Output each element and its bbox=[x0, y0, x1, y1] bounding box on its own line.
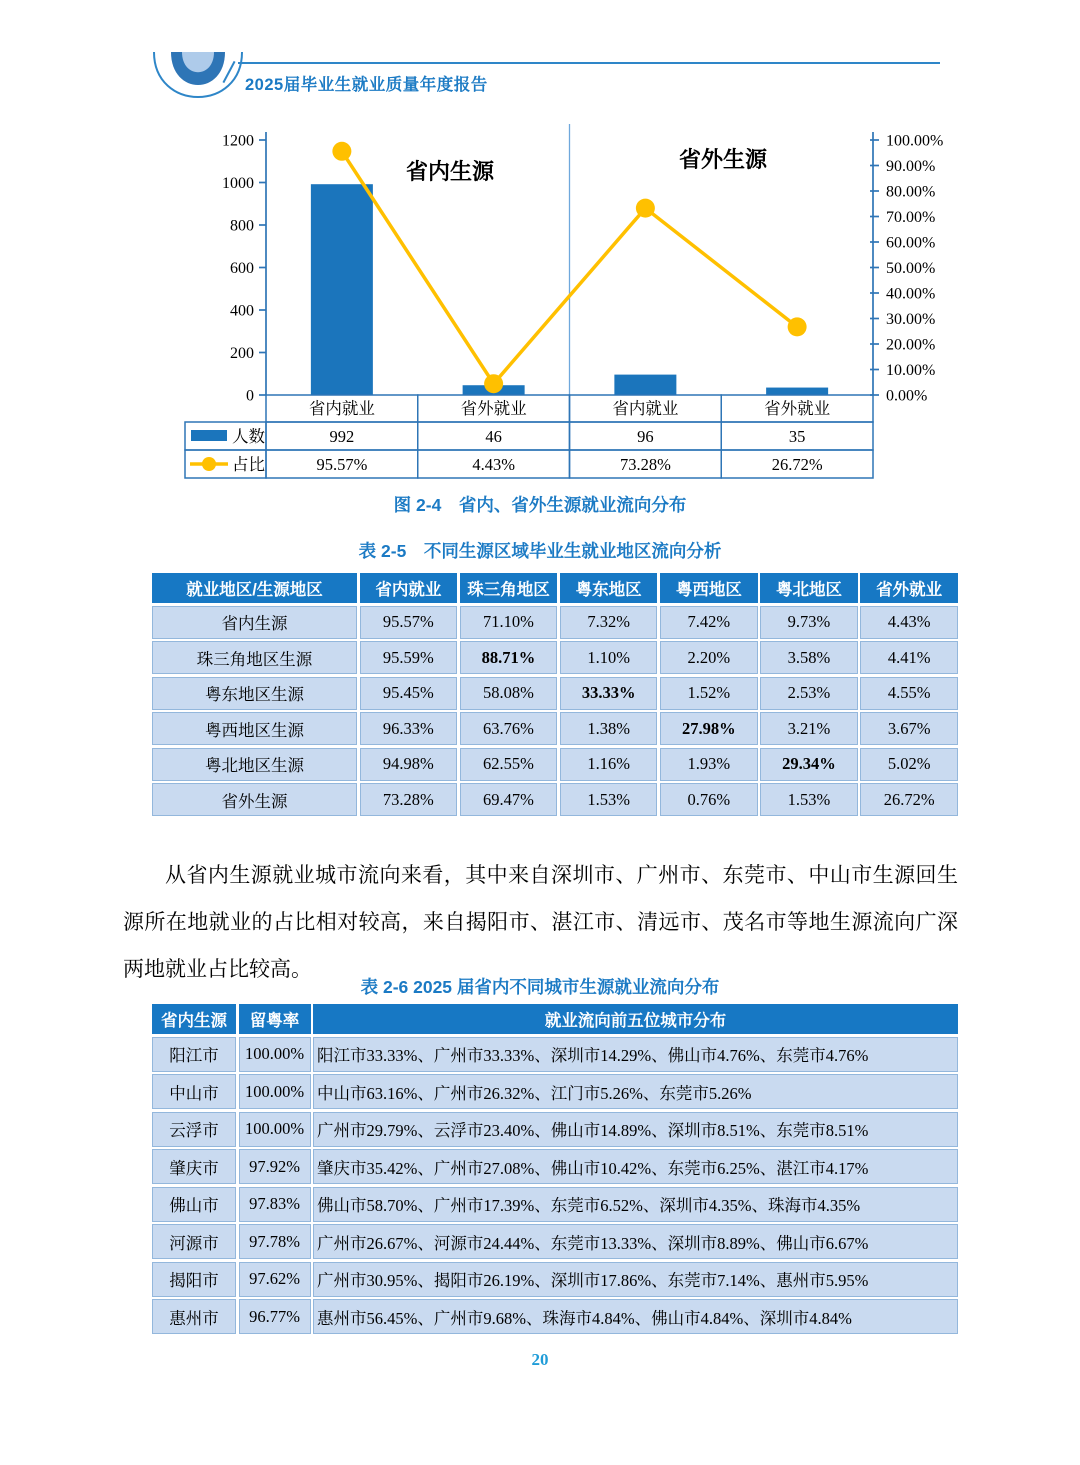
table-2-6-distribution-cell: 肇庆市35.42%、广州市27.08%、佛山市10.42%、东莞市6.25%、湛江市4.17% bbox=[313, 1149, 958, 1184]
table-2-6-distribution-cell: 广州市26.67%、河源市24.44%、东莞市13.33%、深圳市8.89%、佛山市6.67% bbox=[313, 1224, 958, 1259]
line-marker bbox=[332, 142, 351, 161]
table-2-5-cell: 96.33% bbox=[360, 712, 458, 745]
table-2-5-cell: 0.76% bbox=[660, 783, 758, 816]
table-2-5-header-cell: 粤东地区 bbox=[560, 573, 658, 603]
table-2-5-cell: 73.28% bbox=[360, 783, 458, 816]
right-axis-tick-label: 70.00% bbox=[886, 209, 936, 226]
table-2-6-rate-cell: 97.62% bbox=[239, 1262, 311, 1297]
table-2-5-cell: 62.55% bbox=[460, 748, 558, 781]
table-2-5-cell: 69.47% bbox=[460, 783, 558, 816]
table-2-6-distribution-cell: 广州市29.79%、云浮市23.40%、佛山市14.89%、深圳市8.51%、东莞市8.51% bbox=[313, 1112, 958, 1147]
table-2-5-cell: 63.76% bbox=[460, 712, 558, 745]
table-2-5-header-cell: 粤西地区 bbox=[660, 573, 758, 603]
table-2-6-rate-cell: 97.78% bbox=[239, 1224, 311, 1259]
table-2-6-distribution-cell: 佛山市58.70%、广州市17.39%、东莞市6.52%、深圳市4.35%、珠海市4.35% bbox=[313, 1187, 958, 1222]
table-2-5-header-cell: 粤北地区 bbox=[760, 573, 858, 603]
page-number: 20 bbox=[531, 1350, 549, 1369]
table-2-5-row-label: 省内生源 bbox=[152, 606, 357, 639]
bar bbox=[766, 388, 828, 395]
table-2-5-cell: 88.71% bbox=[460, 641, 558, 674]
table-2-5-cell: 27.98% bbox=[660, 712, 758, 745]
table-2-6-city-cell: 佛山市 bbox=[152, 1187, 236, 1222]
table-2-5-cell: 3.67% bbox=[860, 712, 958, 745]
category-label: 省外就业 bbox=[460, 399, 527, 418]
group-title-right: 省外生源 bbox=[678, 147, 768, 172]
table-2-5-cell: 7.32% bbox=[560, 606, 658, 639]
table-2-6-city-cell: 云浮市 bbox=[152, 1112, 236, 1147]
header-rule bbox=[238, 62, 940, 64]
table-2-5-cell: 2.20% bbox=[660, 641, 758, 674]
table-2-6 bbox=[152, 1004, 958, 1334]
table-2-5-cell: 1.53% bbox=[560, 783, 658, 816]
figure-2-4-caption: 图 2-4 省内、省外生源就业流向分布 bbox=[393, 495, 687, 515]
table-2-5 bbox=[152, 573, 958, 816]
table-2-5-cell: 1.10% bbox=[560, 641, 658, 674]
table-2-6-city-cell: 惠州市 bbox=[152, 1299, 236, 1334]
left-axis-tick-label: 1200 bbox=[222, 132, 254, 150]
report-header-title: 2025届毕业生就业质量年度报告 bbox=[245, 76, 488, 94]
ratio-value: 73.28% bbox=[619, 455, 671, 474]
right-axis-tick-label: 30.00% bbox=[886, 311, 936, 328]
school-logo-icon bbox=[150, 46, 246, 114]
right-axis-tick-label: 90.00% bbox=[886, 158, 936, 175]
table-2-5-cell: 33.33% bbox=[560, 677, 658, 710]
table-2-5-cell: 1.38% bbox=[560, 712, 658, 745]
table-2-6-distribution-cell: 惠州市56.45%、广州市9.68%、珠海市4.84%、佛山市4.84%、深圳市4.84% bbox=[313, 1299, 958, 1334]
right-axis-tick-label: 80.00% bbox=[886, 183, 936, 201]
table-2-5-cell: 4.41% bbox=[860, 641, 958, 674]
category-label: 省内就业 bbox=[308, 399, 375, 418]
table-2-5-row-label: 粤东地区生源 bbox=[152, 677, 357, 710]
count-value: 96 bbox=[637, 427, 654, 446]
ratio-value: 26.72% bbox=[771, 455, 823, 474]
category-label: 省内就业 bbox=[612, 399, 679, 418]
table-2-5-header-cell: 珠三角地区 bbox=[460, 573, 558, 603]
right-axis-tick-label: 60.00% bbox=[886, 234, 936, 252]
right-axis-tick-label: 0.00% bbox=[886, 387, 928, 405]
table-2-5-cell: 95.45% bbox=[360, 677, 458, 710]
table-2-6-header-cell: 就业流向前五位城市分布 bbox=[313, 1004, 958, 1034]
left-axis-tick-label: 200 bbox=[230, 345, 254, 362]
table-2-6-header-cell: 留粤率 bbox=[239, 1004, 311, 1034]
table-2-6-title: 表 2-6 2025 届省内不同城市生源就业流向分布 bbox=[360, 977, 720, 997]
bar-legend-label: 人数 bbox=[232, 427, 265, 446]
table-2-6-city-cell: 中山市 bbox=[152, 1074, 236, 1109]
table-2-5-cell: 94.98% bbox=[360, 748, 458, 781]
line-marker bbox=[484, 374, 503, 393]
table-2-6-rate-cell: 97.92% bbox=[239, 1149, 311, 1184]
table-2-6-rate-cell: 100.00% bbox=[239, 1037, 311, 1072]
table-2-5-header-cell: 省外就业 bbox=[860, 573, 958, 603]
table-2-6-rate-cell: 100.00% bbox=[239, 1112, 311, 1147]
table-2-5-cell: 4.55% bbox=[860, 677, 958, 710]
right-axis-tick-label: 20.00% bbox=[886, 336, 936, 354]
table-2-5-cell: 71.10% bbox=[460, 606, 558, 639]
left-axis-tick-label: 0 bbox=[246, 387, 254, 405]
line-legend-label: 占比 bbox=[232, 455, 265, 474]
table-2-5-cell: 26.72% bbox=[860, 783, 958, 816]
analysis-paragraph: 从省内生源就业城市流向来看，其中来自深圳市、广州市、东莞市、中山市生源回生源所在地就业的占比相对较高，来自揭阳市、湛江市、清远市、茂名市等地生源流向广深两地就业占比较高。 bbox=[123, 863, 958, 981]
table-2-6-header-cell: 省内生源 bbox=[152, 1004, 236, 1034]
count-value: 35 bbox=[788, 427, 806, 446]
left-axis-tick-label: 800 bbox=[230, 217, 254, 235]
table-2-5-cell: 29.34% bbox=[760, 748, 858, 781]
table-2-5-row-label: 粤西地区生源 bbox=[152, 712, 357, 745]
table-2-5-cell: 4.43% bbox=[860, 606, 958, 639]
table-2-6-city-cell: 肇庆市 bbox=[152, 1149, 236, 1184]
bar bbox=[614, 375, 676, 395]
table-2-5-cell: 95.57% bbox=[360, 606, 458, 639]
count-value: 992 bbox=[329, 427, 355, 446]
right-axis-tick-label: 100.00% bbox=[886, 132, 944, 150]
right-axis-tick-label: 50.00% bbox=[886, 260, 936, 277]
table-2-5-cell: 9.73% bbox=[760, 606, 858, 639]
group-title-left: 省内生源 bbox=[405, 159, 495, 184]
table-2-6-distribution-cell: 中山市63.16%、广州市26.32%、江门市5.26%、东莞市5.26% bbox=[313, 1074, 958, 1109]
table-2-5-cell: 1.93% bbox=[660, 748, 758, 781]
line-marker bbox=[636, 199, 655, 218]
table-2-5-cell: 1.16% bbox=[560, 748, 658, 781]
table-2-5-row-label: 省外生源 bbox=[152, 783, 357, 816]
line-marker bbox=[788, 317, 807, 336]
ratio-value: 95.57% bbox=[316, 455, 368, 474]
table-2-6-rate-cell: 97.83% bbox=[239, 1187, 311, 1222]
left-axis-tick-label: 400 bbox=[230, 302, 254, 320]
figure-2-4 bbox=[150, 118, 962, 482]
table-2-5-header-cell: 省内就业 bbox=[360, 573, 458, 603]
category-label: 省外就业 bbox=[764, 399, 831, 418]
table-2-5-row-label: 粤北地区生源 bbox=[152, 748, 357, 781]
left-axis-tick-label: 600 bbox=[230, 260, 254, 277]
ratio-value: 4.43% bbox=[472, 455, 515, 474]
figure-2-4-chart bbox=[150, 118, 962, 482]
table-2-5-cell: 2.53% bbox=[760, 677, 858, 710]
table-2-6-rate-cell: 96.77% bbox=[239, 1299, 311, 1334]
table-2-5-cell: 3.58% bbox=[760, 641, 858, 674]
right-axis-tick-label: 40.00% bbox=[886, 285, 936, 303]
left-axis-tick-label: 1000 bbox=[222, 175, 254, 192]
table-2-5-title: 表 2-5 不同生源区域毕业生就业地区流向分析 bbox=[358, 541, 722, 561]
table-2-5-cell: 7.42% bbox=[660, 606, 758, 639]
table-2-5-cell: 58.08% bbox=[460, 677, 558, 710]
count-value: 46 bbox=[485, 427, 502, 446]
table-2-6-distribution-cell: 阳江市33.33%、广州市33.33%、深圳市14.29%、佛山市4.76%、东莞市4.76% bbox=[313, 1037, 958, 1072]
table-2-6-city-cell: 揭阳市 bbox=[152, 1262, 236, 1297]
table-2-5-row-label: 珠三角地区生源 bbox=[152, 641, 357, 674]
table-2-5-cell: 5.02% bbox=[860, 748, 958, 781]
table-2-6-rate-cell: 100.00% bbox=[239, 1074, 311, 1109]
table-2-6-city-cell: 阳江市 bbox=[152, 1037, 236, 1072]
table-2-6-city-cell: 河源市 bbox=[152, 1224, 236, 1259]
bar-legend-swatch bbox=[191, 430, 227, 441]
table-2-5-cell: 3.21% bbox=[760, 712, 858, 745]
bar bbox=[311, 184, 373, 395]
table-2-5-cell: 1.53% bbox=[760, 783, 858, 816]
table-2-6-distribution-cell: 广州市30.95%、揭阳市26.19%、深圳市17.86%、东莞市7.14%、惠州市5.95% bbox=[313, 1262, 958, 1297]
right-axis-tick-label: 10.00% bbox=[886, 362, 936, 379]
table-2-5-cell: 95.59% bbox=[360, 641, 458, 674]
table-2-5-header-cell: 就业地区/生源地区 bbox=[152, 573, 357, 603]
table-2-5-cell: 1.52% bbox=[660, 677, 758, 710]
